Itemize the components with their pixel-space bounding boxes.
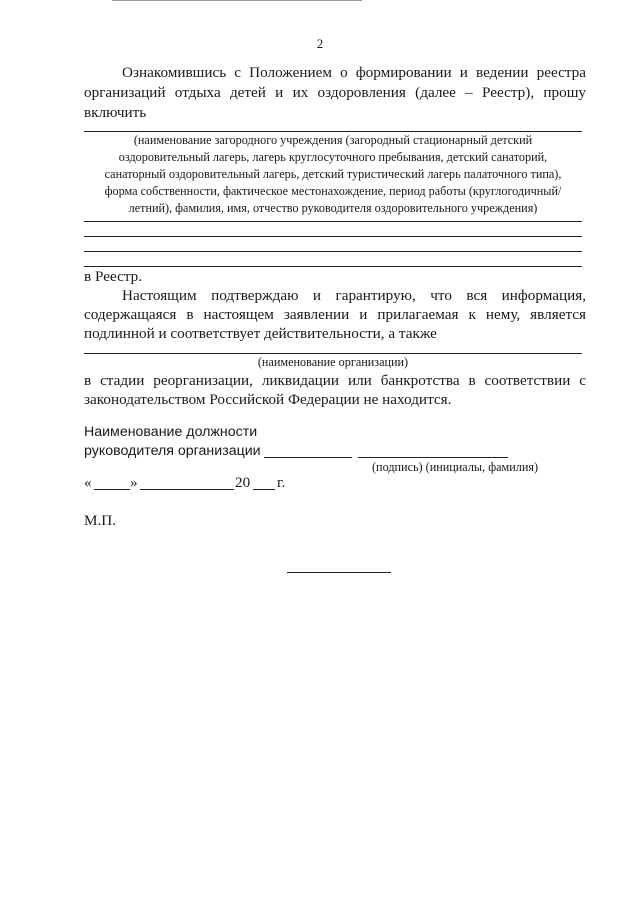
date-open-quote: « bbox=[84, 474, 92, 491]
institution-caption-2: оздоровительный лагерь, лагерь круглосуточного пребывания, детский санаторий, bbox=[118, 150, 548, 164]
position-line-2: руководителя организации bbox=[84, 443, 261, 459]
institution-caption-1: (наименование загородного учреждения (загородный стационарный детский bbox=[133, 133, 533, 147]
date-year-prefix: 20 bbox=[235, 474, 251, 491]
date-day-fill-line bbox=[94, 489, 130, 490]
date-month-fill-line bbox=[140, 489, 234, 490]
organization-fill-line bbox=[84, 353, 582, 354]
institution-caption-5: летний), фамилия, имя, отчество руководителя оздоровительного учреждения) bbox=[128, 201, 538, 215]
name-fill-line bbox=[358, 457, 508, 458]
seal-placeholder: М.П. bbox=[84, 512, 117, 529]
institution-fill-line bbox=[84, 131, 582, 132]
confirmation-line-3: подлинной и соответствует действительности, а также bbox=[84, 325, 437, 342]
fill-line-3 bbox=[84, 251, 582, 252]
scan-edge-line bbox=[112, 0, 362, 1]
institution-caption-3: санаторный оздоровительный лагерь, детский туристический лагерь палаточного типа), bbox=[104, 167, 562, 181]
organization-caption: (наименование организации) bbox=[257, 355, 409, 369]
institution-caption-4: форма собственности, фактическое местонахождение, период работы (круглогодичный/ bbox=[104, 184, 562, 198]
status-line-1: в стадии реорганизации, ликвидации или банкротства в соответствии с bbox=[84, 372, 586, 389]
confirmation-line-1: Настоящим подтверждаю и гарантирую, что вся информация, bbox=[122, 287, 586, 304]
page-number: 2 bbox=[316, 36, 324, 51]
in-registry-text: в Реестр. bbox=[84, 268, 143, 285]
intro-line-1: Ознакомившись с Положением о формировании и ведении реестра bbox=[122, 64, 586, 81]
signature-caption: (подпись) (инициалы, фамилия) bbox=[372, 460, 539, 474]
intro-line-3: включить bbox=[84, 104, 147, 121]
date-year-fill-line bbox=[253, 489, 275, 490]
fill-line-2 bbox=[84, 236, 582, 237]
position-line-1: Наименование должности bbox=[84, 424, 258, 440]
confirmation-line-2: содержащаяся в настоящем заявлении и прилагаемая к нему, является bbox=[84, 306, 586, 323]
signature-fill-line bbox=[264, 457, 352, 458]
intro-line-2: организаций отдыха детей и их оздоровления (далее – Реестр), прошу bbox=[84, 84, 586, 101]
status-line-2: законодательством Российской Федерации не находится. bbox=[84, 391, 452, 408]
fill-line-1 bbox=[84, 221, 582, 222]
date-close-quote: » bbox=[130, 474, 138, 491]
closing-rule bbox=[287, 572, 391, 573]
fill-line-4 bbox=[84, 266, 582, 267]
date-year-suffix: г. bbox=[277, 474, 286, 491]
